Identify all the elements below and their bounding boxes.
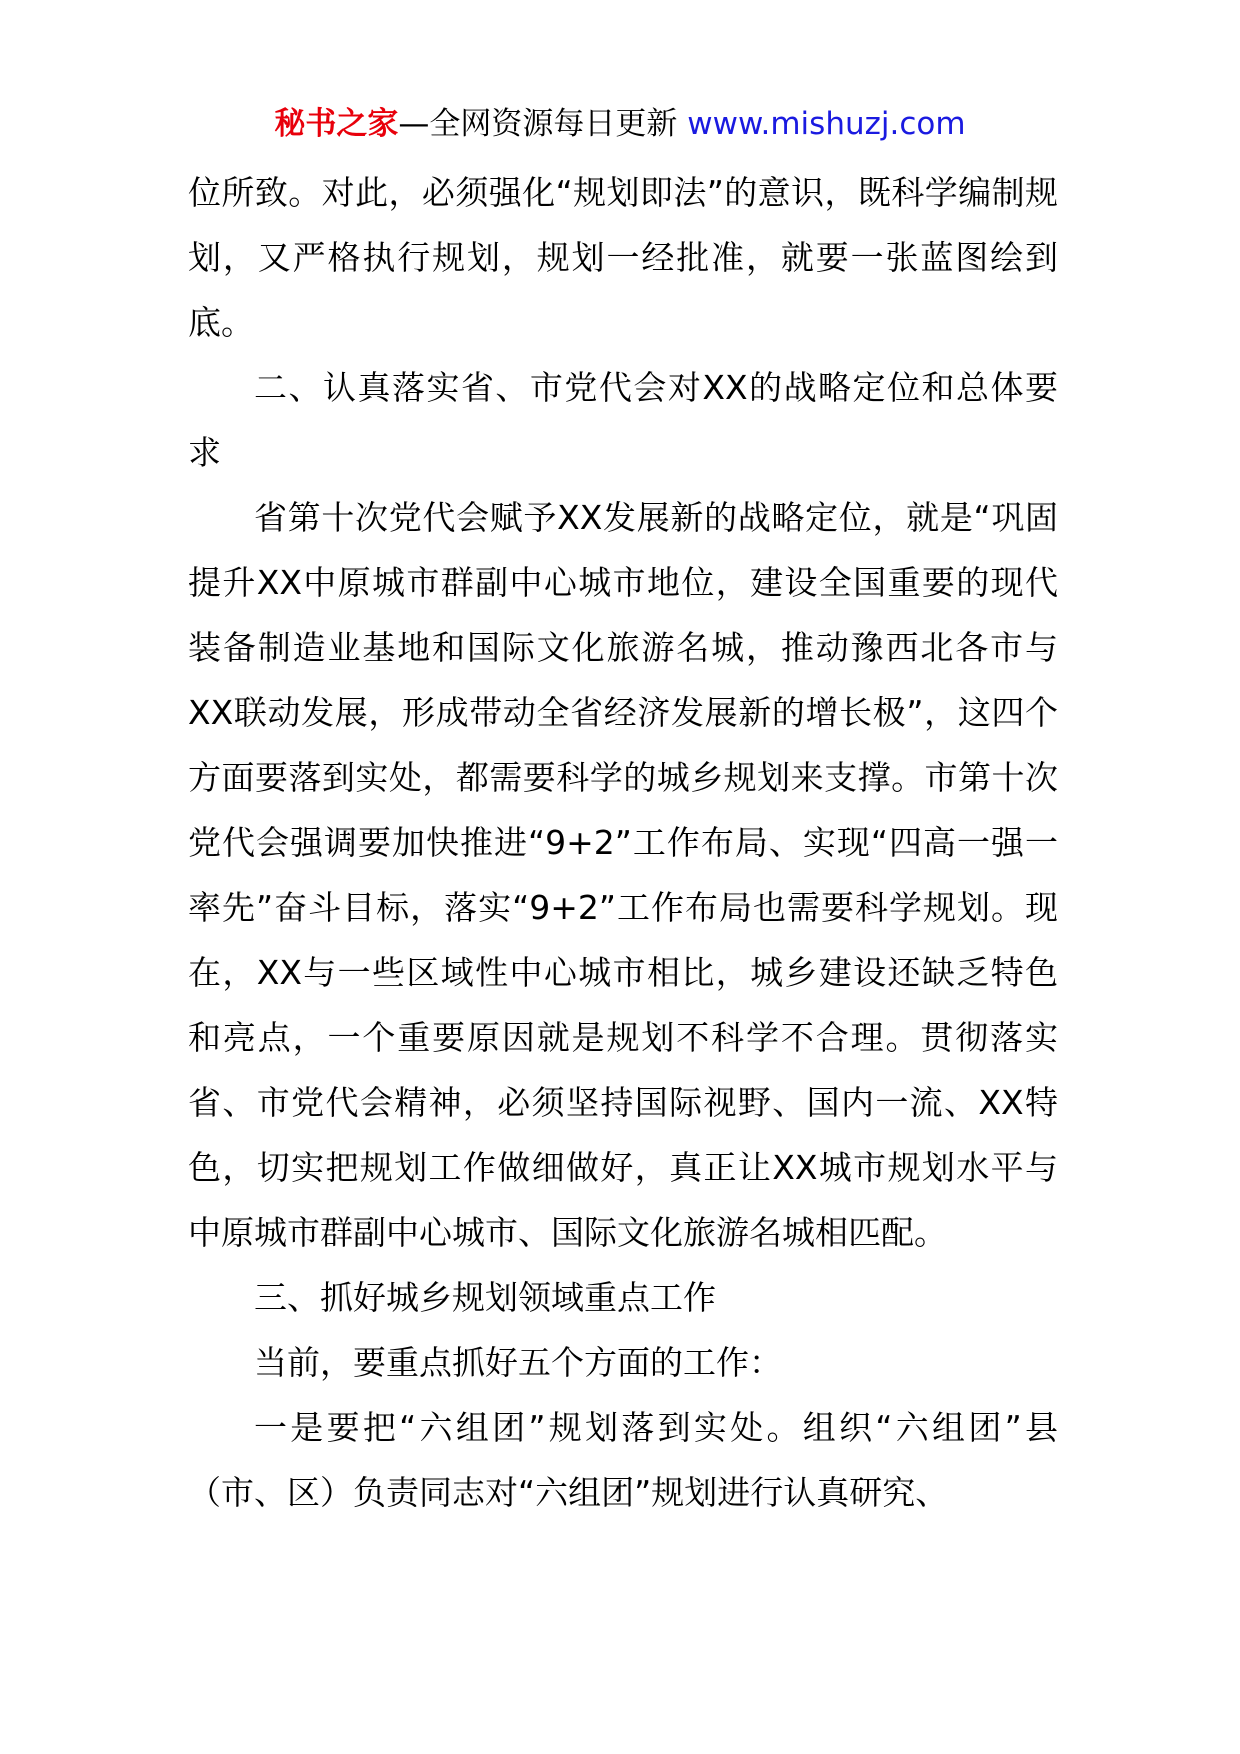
brand-name: 秘书之家 xyxy=(274,106,399,142)
paragraph-task-one: 一是要把“六组团”规划落到实处。组织“六组团”县（市、区）负责同志对“六组团”规划进行认真研究、 xyxy=(188,1408,1058,1512)
paragraph-five-tasks-intro: 当前，要重点抓好五个方面的工作： xyxy=(254,1343,782,1382)
paragraph-continuation: 位所致。对此，必须强化“规划即法”的意识，既科学编制规划，又严格执行规划，规划一经批准，就要一张蓝图绘到底。 xyxy=(188,173,1058,342)
page-header xyxy=(0,100,1240,148)
document-body xyxy=(188,160,1058,1525)
site-url-link[interactable]: www.mishuzj.com xyxy=(687,106,966,142)
paragraph-strategic-positioning: 省第十次党代会赋予XX发展新的战略定位，就是“巩固提升XX中原城市群副中心城市地位，建设全国重要的现代装备制造业基地和国际文化旅游名城，推动豫西北各市与XX联动发展，形成带动全省经济发展新的增长极”，这四个方面要落到实处，都需要科学的城乡规划来支撑。市第十次党代会强调要加快推进“9+2”工作布局、实现“四高一强一率先”奋斗目标，落实“9+2”工作布局也需要科学规划。现在，XX与一些区域性中心城市相比，城乡建设还缺乏特色和亮点，一个重要原因就是规划不科学不合理。贯彻落实省、市党代会精神，必须坚持国际视野、国内一流、XX特色，切实把规划工作做细做好，真正让XX城市规划水平与中原城市群副中心城市、国际文化旅游名城相匹配。 xyxy=(188,498,1058,1252)
header-tagline: —全网资源每日更新 xyxy=(398,106,678,142)
section-heading-2: 二、认真落实省、市党代会对XX的战略定位和总体要求 xyxy=(188,368,1058,472)
section-heading-3: 三、抓好城乡规划领域重点工作 xyxy=(254,1278,716,1317)
